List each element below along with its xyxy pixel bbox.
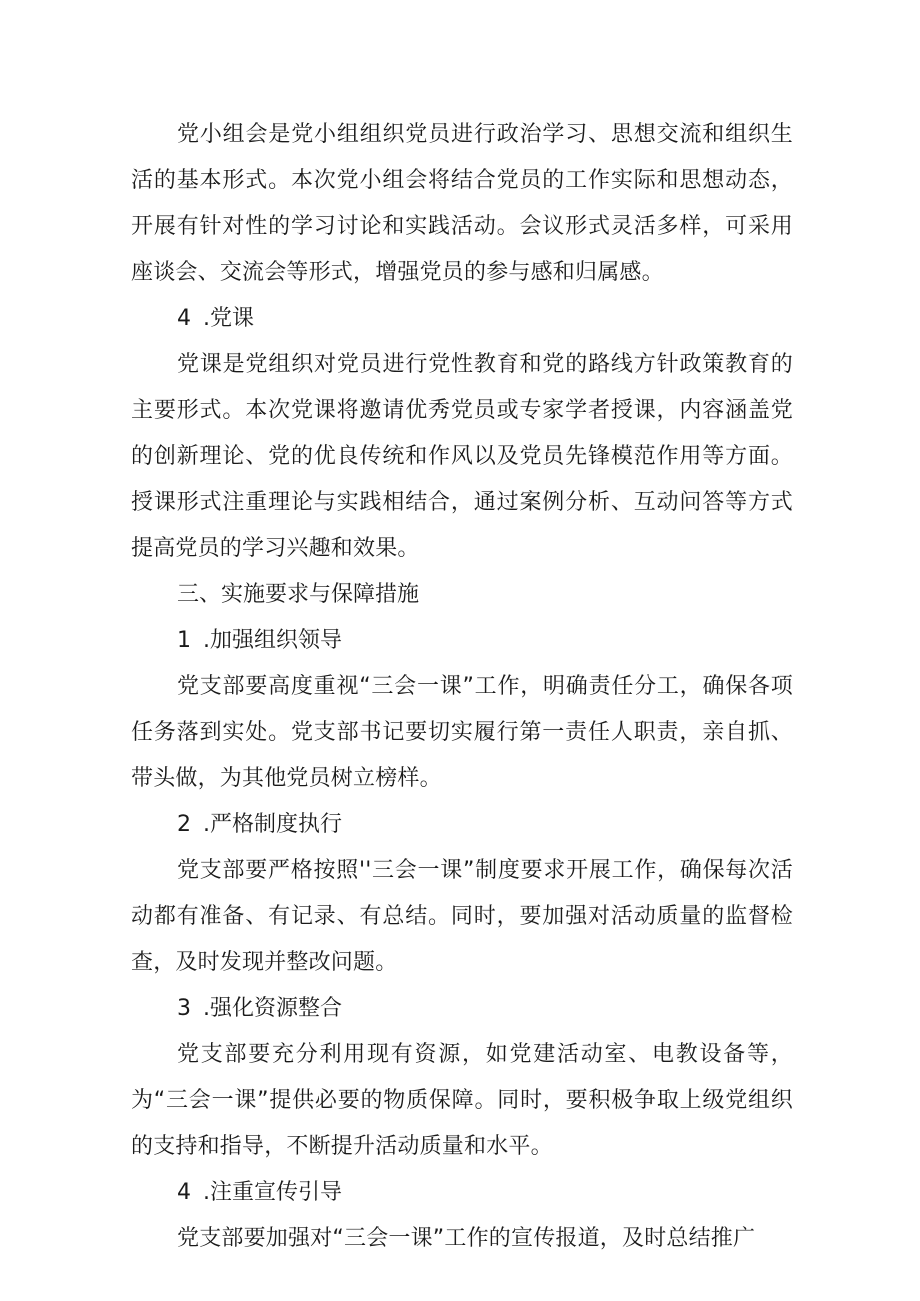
heading-text: .注重宣传引导 <box>203 1180 342 1205</box>
heading-text: .强化资源整合 <box>203 996 342 1021</box>
heading-strict-system <box>131 802 793 848</box>
document-body <box>131 112 793 1262</box>
heading-number: 4 <box>177 306 191 331</box>
paragraph-organization-leadership: 党支部要高度重视“三会一课”工作，明确责任分工，确保各项任务落到实处。党支部书记要切实履行第一责任人职责，亲自抓、带头做，为其他党员树立榜样。 <box>131 674 793 791</box>
heading-resource-integration <box>131 986 793 1032</box>
heading-text: .党课 <box>203 306 254 331</box>
paragraph-party-group-meeting: 党小组会是党小组组织党员进行政治学习、思想交流和组织生活的基本形式。本次党小组会将结合党员的工作实际和思想动态，开展有针对性的学习讨论和实践活动。会议形式灵活多样，可采用座谈会、交流会等形式，增强党员的参与感和归属感。 <box>131 122 793 285</box>
heading-number: 4 <box>177 1180 191 1205</box>
heading-number: 3 <box>177 996 191 1021</box>
heading-text: .加强组织领导 <box>203 628 342 653</box>
paragraph-strict-system: 党支部要严格按照''三会一课”制度要求开展工作，确保每次活动都有准备、有记录、有总结。同时，要加强对活动质量的监督检查，及时发现并整改问题。 <box>131 858 793 975</box>
section-heading-implementation <box>131 572 793 618</box>
heading-number: 2 <box>177 812 191 837</box>
paragraph-resource-integration: 党支部要充分利用现有资源，如党建活动室、电教设备等，为“三会一课”提供必要的物质保障。同时，要积极争取上级党组织的支持和指导，不断提升活动质量和水平。 <box>131 1042 793 1159</box>
paragraph-party-lecture: 党课是党组织对党员进行党性教育和党的路线方针政策教育的主要形式。本次党课将邀请优秀党员或专家学者授课，内容涵盖党的创新理论、党的优良传统和作风以及党员先锋模范作用等方面。授课形式注重理论与实践相结合，通过案例分析、互动问答等方式提高党员的学习兴趣和效果。 <box>131 352 793 561</box>
paragraph-publicity-guidance: 党支部要加强对“三会一课”工作的宣传报道，及时总结推广 <box>177 1226 756 1251</box>
heading-text: 三、实施要求与保障措施 <box>177 582 420 607</box>
heading-publicity-guidance <box>131 1170 793 1216</box>
heading-organization-leadership <box>131 618 793 664</box>
heading-text: .严格制度执行 <box>203 812 342 837</box>
heading-number: 1 <box>177 628 191 653</box>
heading-party-lecture <box>131 296 793 342</box>
